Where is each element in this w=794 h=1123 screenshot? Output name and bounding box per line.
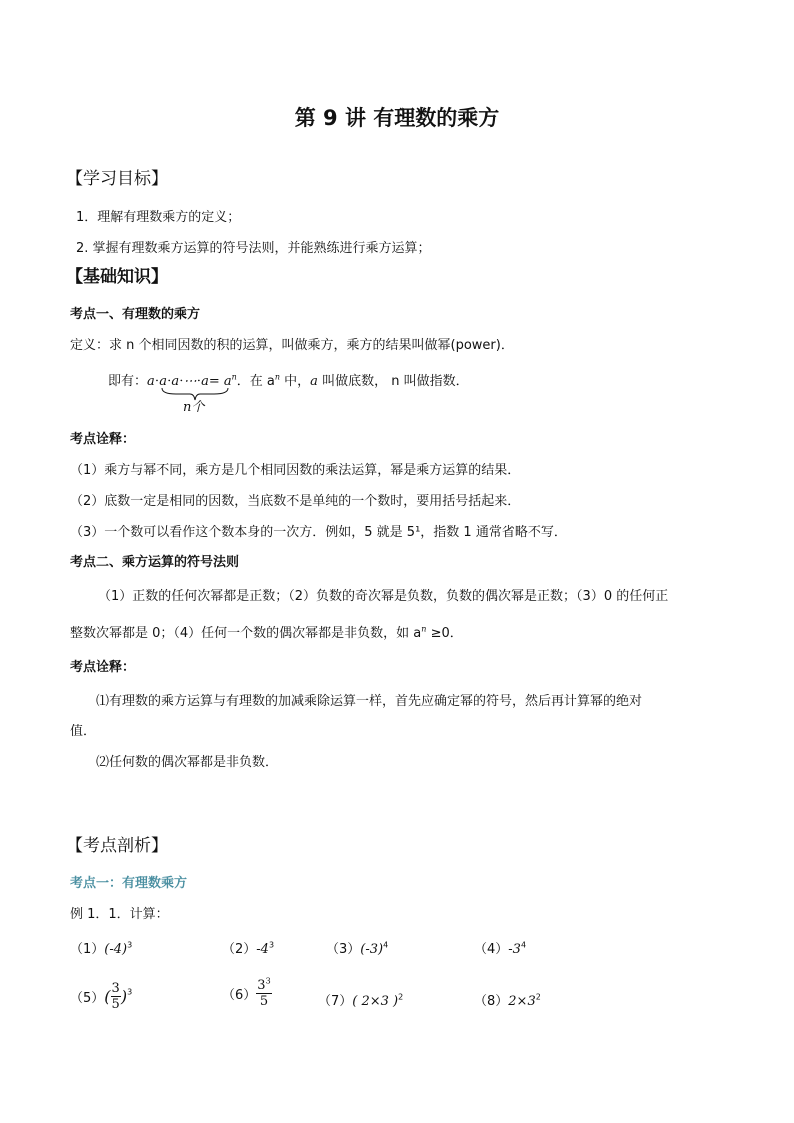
basics-heading: 【基础知识】 xyxy=(66,267,168,287)
analysis-kp1: 考点一：有理数乘方 xyxy=(70,876,188,891)
objectives-heading: 【学习目标】 xyxy=(66,169,168,189)
kp2-title: 考点二、乘方运算的符号法则 xyxy=(70,555,240,570)
formula-product: a⋅a⋅a⋅⋯⋅a xyxy=(147,374,209,389)
example-label: 例 1．1．计算： xyxy=(70,907,169,922)
brace-label: n个 xyxy=(183,400,205,415)
formula-a-var: a xyxy=(310,374,318,389)
formula-lead: 即有： xyxy=(108,374,148,389)
note1-item-3: （3）一个数可以看作这个数本身的一次方．例如，5 就是 5¹，指数 1 通常省略不写． xyxy=(70,525,567,540)
note2-line-3: ⑵任何数的偶次幂都是非负数． xyxy=(96,755,279,770)
definition-text: 定义：求 n 个相同因数的积的运算，叫做乘方，乘方的结果叫做幂(power)． xyxy=(70,338,514,353)
problem-6: （6） $\frac{3^3}{5}$ xyxy=(222,976,271,1009)
kp2-rule-line-1: （1）正数的任何次幂都是正数；（2）负数的奇次幂是负数，负数的偶次幂是正数；（3）0 的任何正 xyxy=(98,589,669,604)
formula-equals: = $a^n$ xyxy=(208,372,237,389)
formula-base-text: 叫做底数， n 叫做指数． xyxy=(317,374,469,389)
page-title: 第 9 讲 有理数的乘方 xyxy=(294,106,500,130)
note1-item-1: （1）乘方与幂不同，乘方是几个相同因数的乘法运算，幂是乘方运算的结果． xyxy=(70,463,521,478)
formula-mid2: 中， xyxy=(280,374,311,389)
formula-middle: ．在 $a^n$ xyxy=(236,372,281,389)
kp2-rule-line-2: 整数次幂都是 0；（4）任何一个数的偶次幂都是非负数，如 $a^n \ge 0$． xyxy=(70,624,463,641)
analysis-heading: 【考点剖析】 xyxy=(66,836,168,856)
note2-line-2: 值． xyxy=(70,724,97,739)
problem-2: $(2)-4^3$ xyxy=(222,940,275,957)
problem-4: $(4)-3^4$ xyxy=(474,940,527,957)
objective-item-2: 2. 掌握有理数乘方运算的符号法则，并能熟练进行乘方运算； xyxy=(76,241,431,256)
problem-1: $(1)(-4)^3$ xyxy=(70,940,133,957)
note1-item-2: （2）底数一定是相同的因数，当底数不是单纯的一个数时，要用括号括起来． xyxy=(70,494,521,509)
problem-8: $(8)2\times 3^2$ xyxy=(474,992,541,1009)
note2-line-1: ⑴有理数的乘方运算与有理数的加减乘除运算一样，首先应确定幂的符号，然后再计算幂的绝对 xyxy=(96,694,643,709)
problem-5: （5）( $\frac{3}{5}$ )$^3$ xyxy=(70,981,133,1012)
kp1-title: 考点一、有理数的乘方 xyxy=(70,307,201,322)
problem-7: （7）( 2×3 )$^2$ xyxy=(318,992,404,1009)
note2-title: 考点诠释： xyxy=(70,660,136,675)
objective-item-1: 1．理解有理数乘方的定义； xyxy=(76,210,241,225)
problem-3: $(3)(-3)^4$ xyxy=(326,940,389,957)
note1-title: 考点诠释： xyxy=(70,432,136,447)
